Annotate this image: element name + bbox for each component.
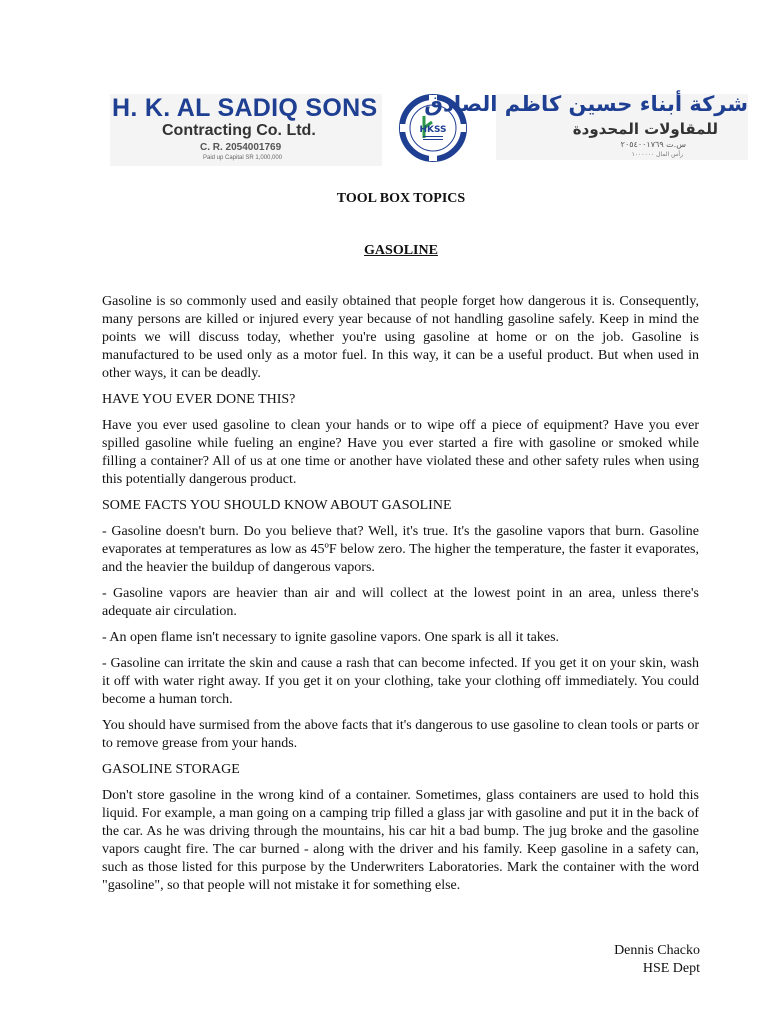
document-title: TOOL BOX TOPICS (336, 191, 466, 206)
signature-name: Dennis Chacko (614, 943, 700, 958)
paid-capital-ar: رأس المال ١٠٠٠٠٠٠ (631, 151, 683, 158)
intro-paragraph: Gasoline is so commonly used and easily obtained that people forget how dangerous it is. Consequently, many persons are killed or injured every year because of not handling gasoline safely. Keep in mind the points we will discuss today, whether you're using gasoline at home or on the job. Gasoline is manufactured to be used only as a motor fuel. In this way, it can be a useful product. But when used in other ways, it can be deadly. (102, 294, 699, 381)
company-subtitle-en: Contracting Co. Ltd. (162, 122, 316, 139)
section-heading-have-you-ever: HAVE YOU EVER DONE THIS? (102, 392, 296, 407)
storage-paragraph: Don't store gasoline in the wrong kind of a container. Sometimes, glass containers are used to hold this liquid. For example, a man going on a camping trip filled a glass jar with gasoline and put it in the back of the car. As he was driving through the mountains, his car hit a bad bump. The jug broke and the gasoline vapors caught fire. The car burned - along with the driver and his family. Keep gasoline in a safety can, such as those listed for this purpose by the Underwriters Laboratories. Mark the container with the word "gasoline", so that people will not mistake it for something else. (102, 788, 699, 893)
paid-capital-en: Paid up Capital SR 1,000,000 (203, 155, 283, 161)
company-name-ar: شركة أبناء حسين كاظم الصادق (424, 92, 748, 116)
section-heading-storage: GASOLINE STORAGE (102, 762, 240, 777)
logo-text: HKSS (419, 125, 447, 135)
cr-number-ar: س.ت ٢٠٥٤٠٠١٧٦٩ (620, 140, 686, 149)
fact-item: - An open flame isn't necessary to ignite gasoline vapors. One spark is all it takes. (102, 630, 560, 645)
fact-item: - Gasoline can irritate the skin and cause a rash that can become infected. If you get it on your skin, wash it off with water right away. If you get it on your clothing, take your clothing off immediately. You could become a human torch. (102, 656, 699, 707)
have-you-ever-paragraph: Have you ever used gasoline to clean your hands or to wipe off a piece of equipment? Have you ever spilled gasoline while fueling an engine? Have you ever started a fire with gasoline or smoked while filling a container? All of us at one time or another have violated these and other safety rules when using this potentially dangerous product. (102, 418, 699, 487)
fact-item: - Gasoline doesn't burn. Do you believe that? Well, it's true. It's the gasoline vapors that burn. Gasoline evaporates at temperatures as low as 45ºF below zero. The higher the temperature, the faster it evaporates, and the heavier the buildup of dangerous vapors. (102, 524, 699, 575)
company-name-en: H. K. AL SADIQ SONS (112, 94, 378, 122)
signature-block (614, 942, 700, 978)
cr-number-en: C. R. 2054001769 (200, 142, 282, 153)
document-body (102, 293, 699, 903)
document-subtitle: GASOLINE (364, 243, 438, 258)
letterhead (0, 0, 768, 180)
summary-paragraph: You should have surmised from the above facts that it's dangerous to use gasoline to clean tools or parts or to remove grease from your hands. (102, 718, 699, 751)
company-subtitle-ar: للمقاولات المحدودة (572, 120, 718, 138)
fact-item: - Gasoline vapors are heavier than air and will collect at the lowest point in an area, unless there's adequate air circulation. (102, 586, 699, 619)
section-heading-facts: SOME FACTS YOU SHOULD KNOW ABOUT GASOLINE (102, 498, 452, 513)
signature-department: HSE Dept (642, 961, 700, 976)
